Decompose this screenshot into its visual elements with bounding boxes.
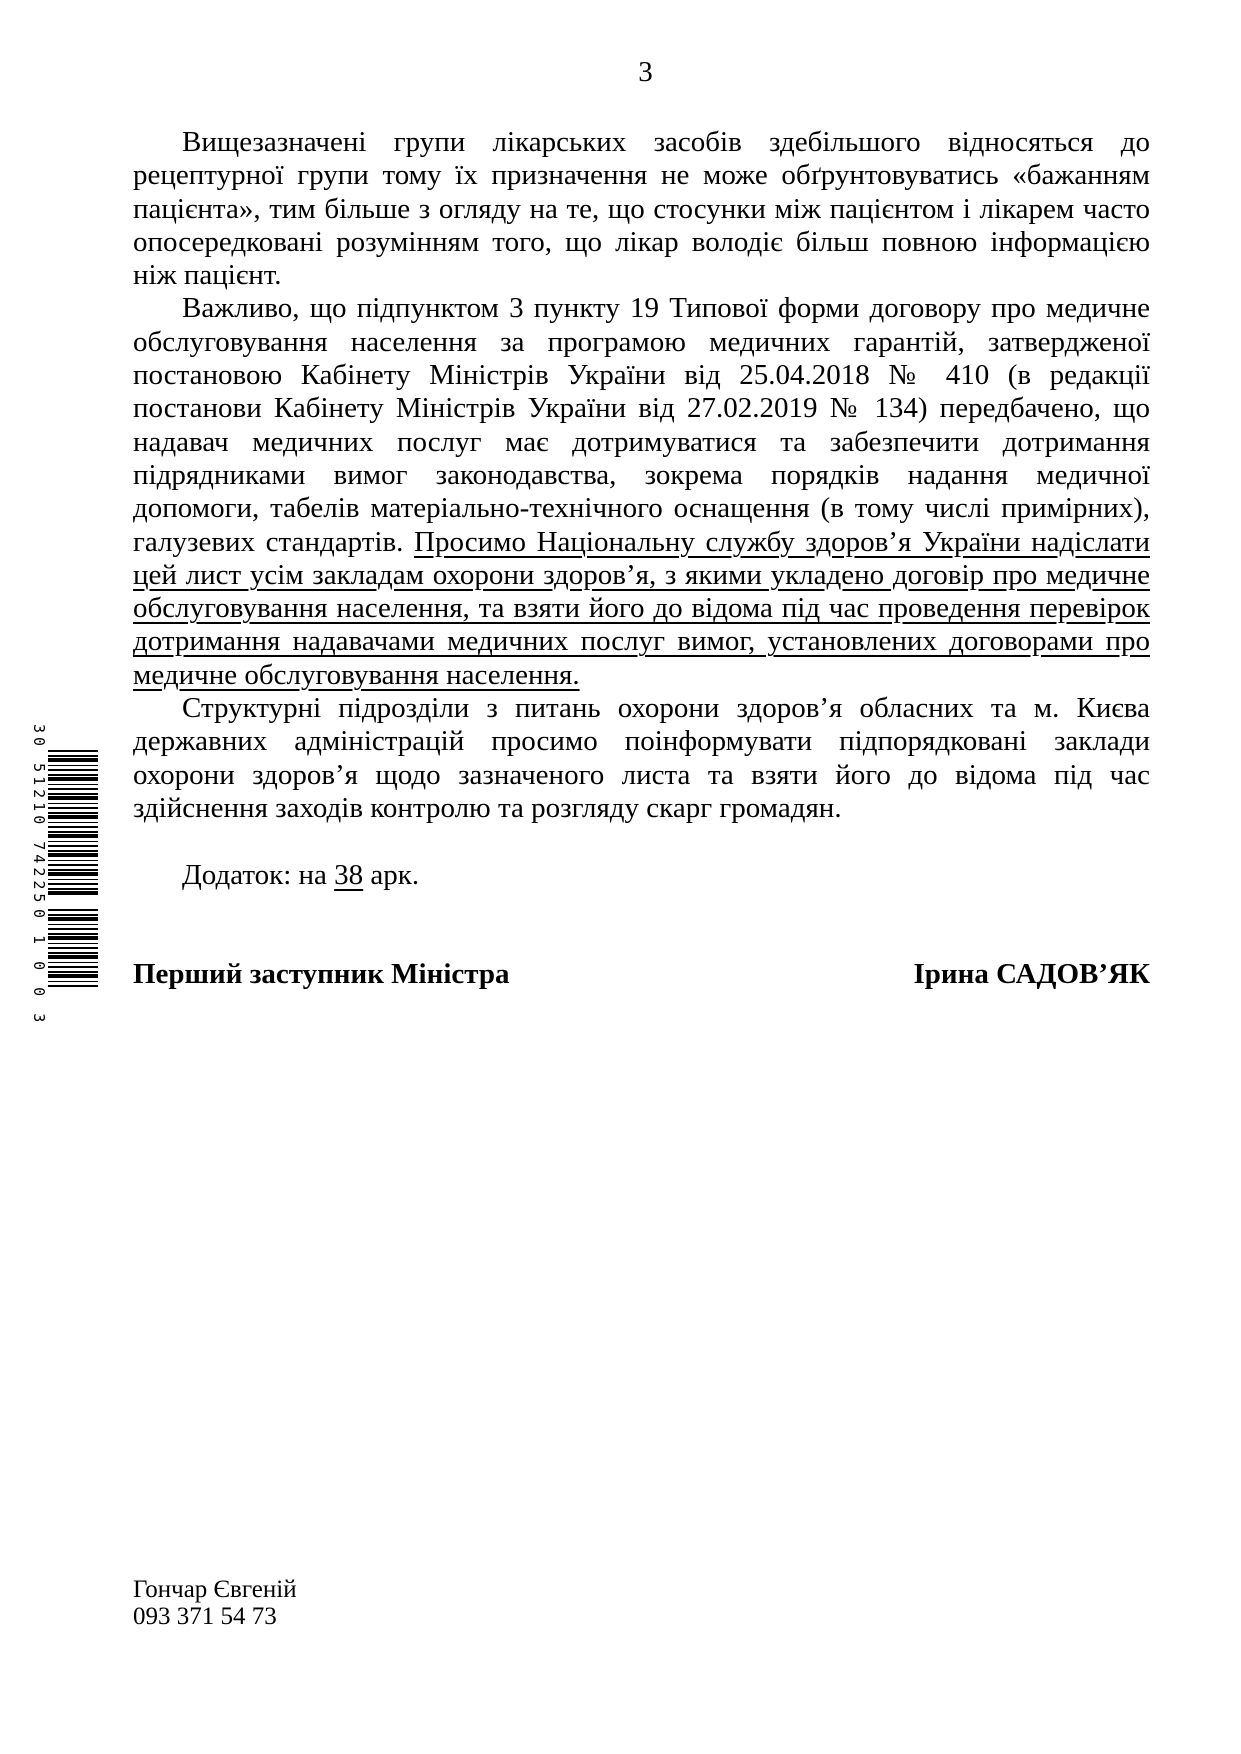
paragraph-3-text: Структурні підрозділи з питань охорони здоров’я обласних та м. Києва державних адміністрацій просимо поінформувати підпорядковані заклади охорони здоров’я щодо зазначеного листа та взяти його до відома під час здійснення заходів контролю та розгляду скарг громадян.: [133, 692, 1150, 824]
paragraph-2: [133, 292, 1150, 692]
paragraph-2-normal-text: Важливо, що підпунктом 3 пункту 19 Типової форми договору про медичне обслуговування населення за програмою медичних гарантій, затвердженої постановою Кабінету Міністрів України від 25.04.2018 № 410 (в редакції постанови Кабінету Міністрів України від 27.02.2019 № 134) передбачено, що надавач медичних послуг має дотримуватися та забезпечити дотримання підрядниками вимог законодавства, зокрема порядків надання медичної допомоги, табелів матеріально-технічного оснащення (в тому числі примірних), галузевих стандартів.: [133, 292, 1150, 558]
barcode-addon-digits: 0 1 0 0 3: [30, 909, 48, 1027]
executor-name: Гончар Євгеній: [133, 1576, 297, 1603]
attachment-page-count: 38: [334, 858, 364, 891]
barcode-addon-bars: [48, 909, 98, 987]
paragraph-1-text: Вищезазначені групи лікарських засобів здебільшого відносяться до рецептурної групи тому їх призначення не може обґрунтовуватись «бажанням пацієнта», тим більше з огляду на те, що стосунки між пацієнтом і лікарем часто опосередковані розумінням того, що лікар володіє більш повною інформацією ніж пацієнт.: [133, 126, 1150, 292]
executor-contact-block: [133, 1576, 297, 1630]
signatory-title: Перший заступник Міністра: [133, 958, 510, 991]
attachment-note: [133, 859, 1150, 892]
barcode: [30, 724, 98, 1027]
page-number: 3: [638, 56, 653, 88]
barcode-main-digits: 30 51210 74225: [30, 724, 48, 907]
paragraph-2-underlined-text: Просимо Національну службу здоров’я України надіслати цей лист усім закладам охорони здоров’я, з якими укладено договір про медичне обслуговування населення, та взяти його до відома під час проведення перевірок дотримання надавачами медичних послуг вимог, установлених договорами про медичне обслуговування населення.: [133, 525, 1150, 691]
barcode-addon-segment: [30, 909, 98, 1027]
barcode-main-bars: [48, 750, 98, 897]
letter-body: [133, 126, 1150, 992]
paragraph-3: [133, 692, 1150, 825]
barcode-main-segment: [30, 724, 98, 907]
signature-row: [133, 958, 1150, 991]
signatory-name: Ірина САДОВ’ЯК: [913, 958, 1150, 991]
executor-phone: 093 371 54 73: [133, 1603, 277, 1630]
attachment-suffix: арк.: [363, 858, 420, 891]
paragraph-1: [133, 126, 1150, 292]
attachment-prefix: Додаток: на: [182, 858, 335, 891]
